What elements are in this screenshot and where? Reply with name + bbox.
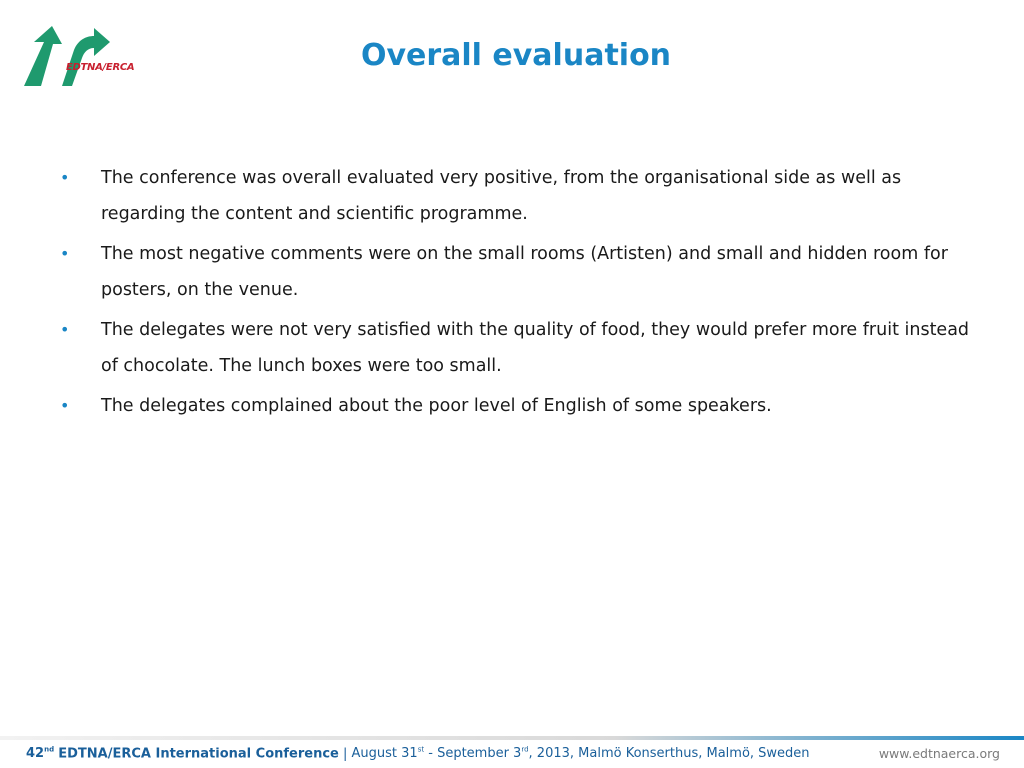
footer-conference-name: EDTNA/ERCA International Conference — [58, 746, 339, 762]
footer-website-link[interactable]: www.edtnaerca.org — [878, 746, 1000, 761]
bullet-item — [60, 312, 970, 384]
bullet-marker-icon: • — [60, 168, 70, 187]
bullet-list — [60, 160, 970, 428]
footer-conference-info — [26, 746, 810, 761]
footer-divider — [0, 736, 1024, 740]
footer-dates: August 31st - September 3rd, 2013, Malmö Konserthus, Malmö, Sweden — [351, 746, 810, 762]
bullet-item — [60, 236, 970, 308]
bullet-marker-icon: • — [60, 396, 70, 415]
footer-conference-number: 42nd — [26, 746, 55, 762]
bullet-text: The conference was overall evaluated very positive, from the organisational side as well as regarding the content and scientific programme. — [101, 168, 902, 224]
bullet-marker-icon: • — [60, 320, 70, 339]
bullet-text: The delegates complained about the poor level of English of some speakers. — [101, 396, 772, 416]
logo-text: EDTNA/ERCA — [66, 62, 135, 73]
bullet-text: The delegates were not very satisfied with the quality of food, they would prefer more fruit instead of chocolate. The lunch boxes were too small. — [101, 320, 970, 376]
slide-title: Overall evaluation — [360, 38, 672, 73]
bullet-item — [60, 388, 970, 424]
bullet-item — [60, 160, 970, 232]
footer-separator: | — [343, 746, 348, 762]
bullet-marker-icon: • — [60, 244, 70, 263]
bullet-text: The most negative comments were on the small rooms (Artisten) and small and hidden room for posters, on the venue. — [101, 244, 948, 300]
footer — [0, 736, 1024, 768]
